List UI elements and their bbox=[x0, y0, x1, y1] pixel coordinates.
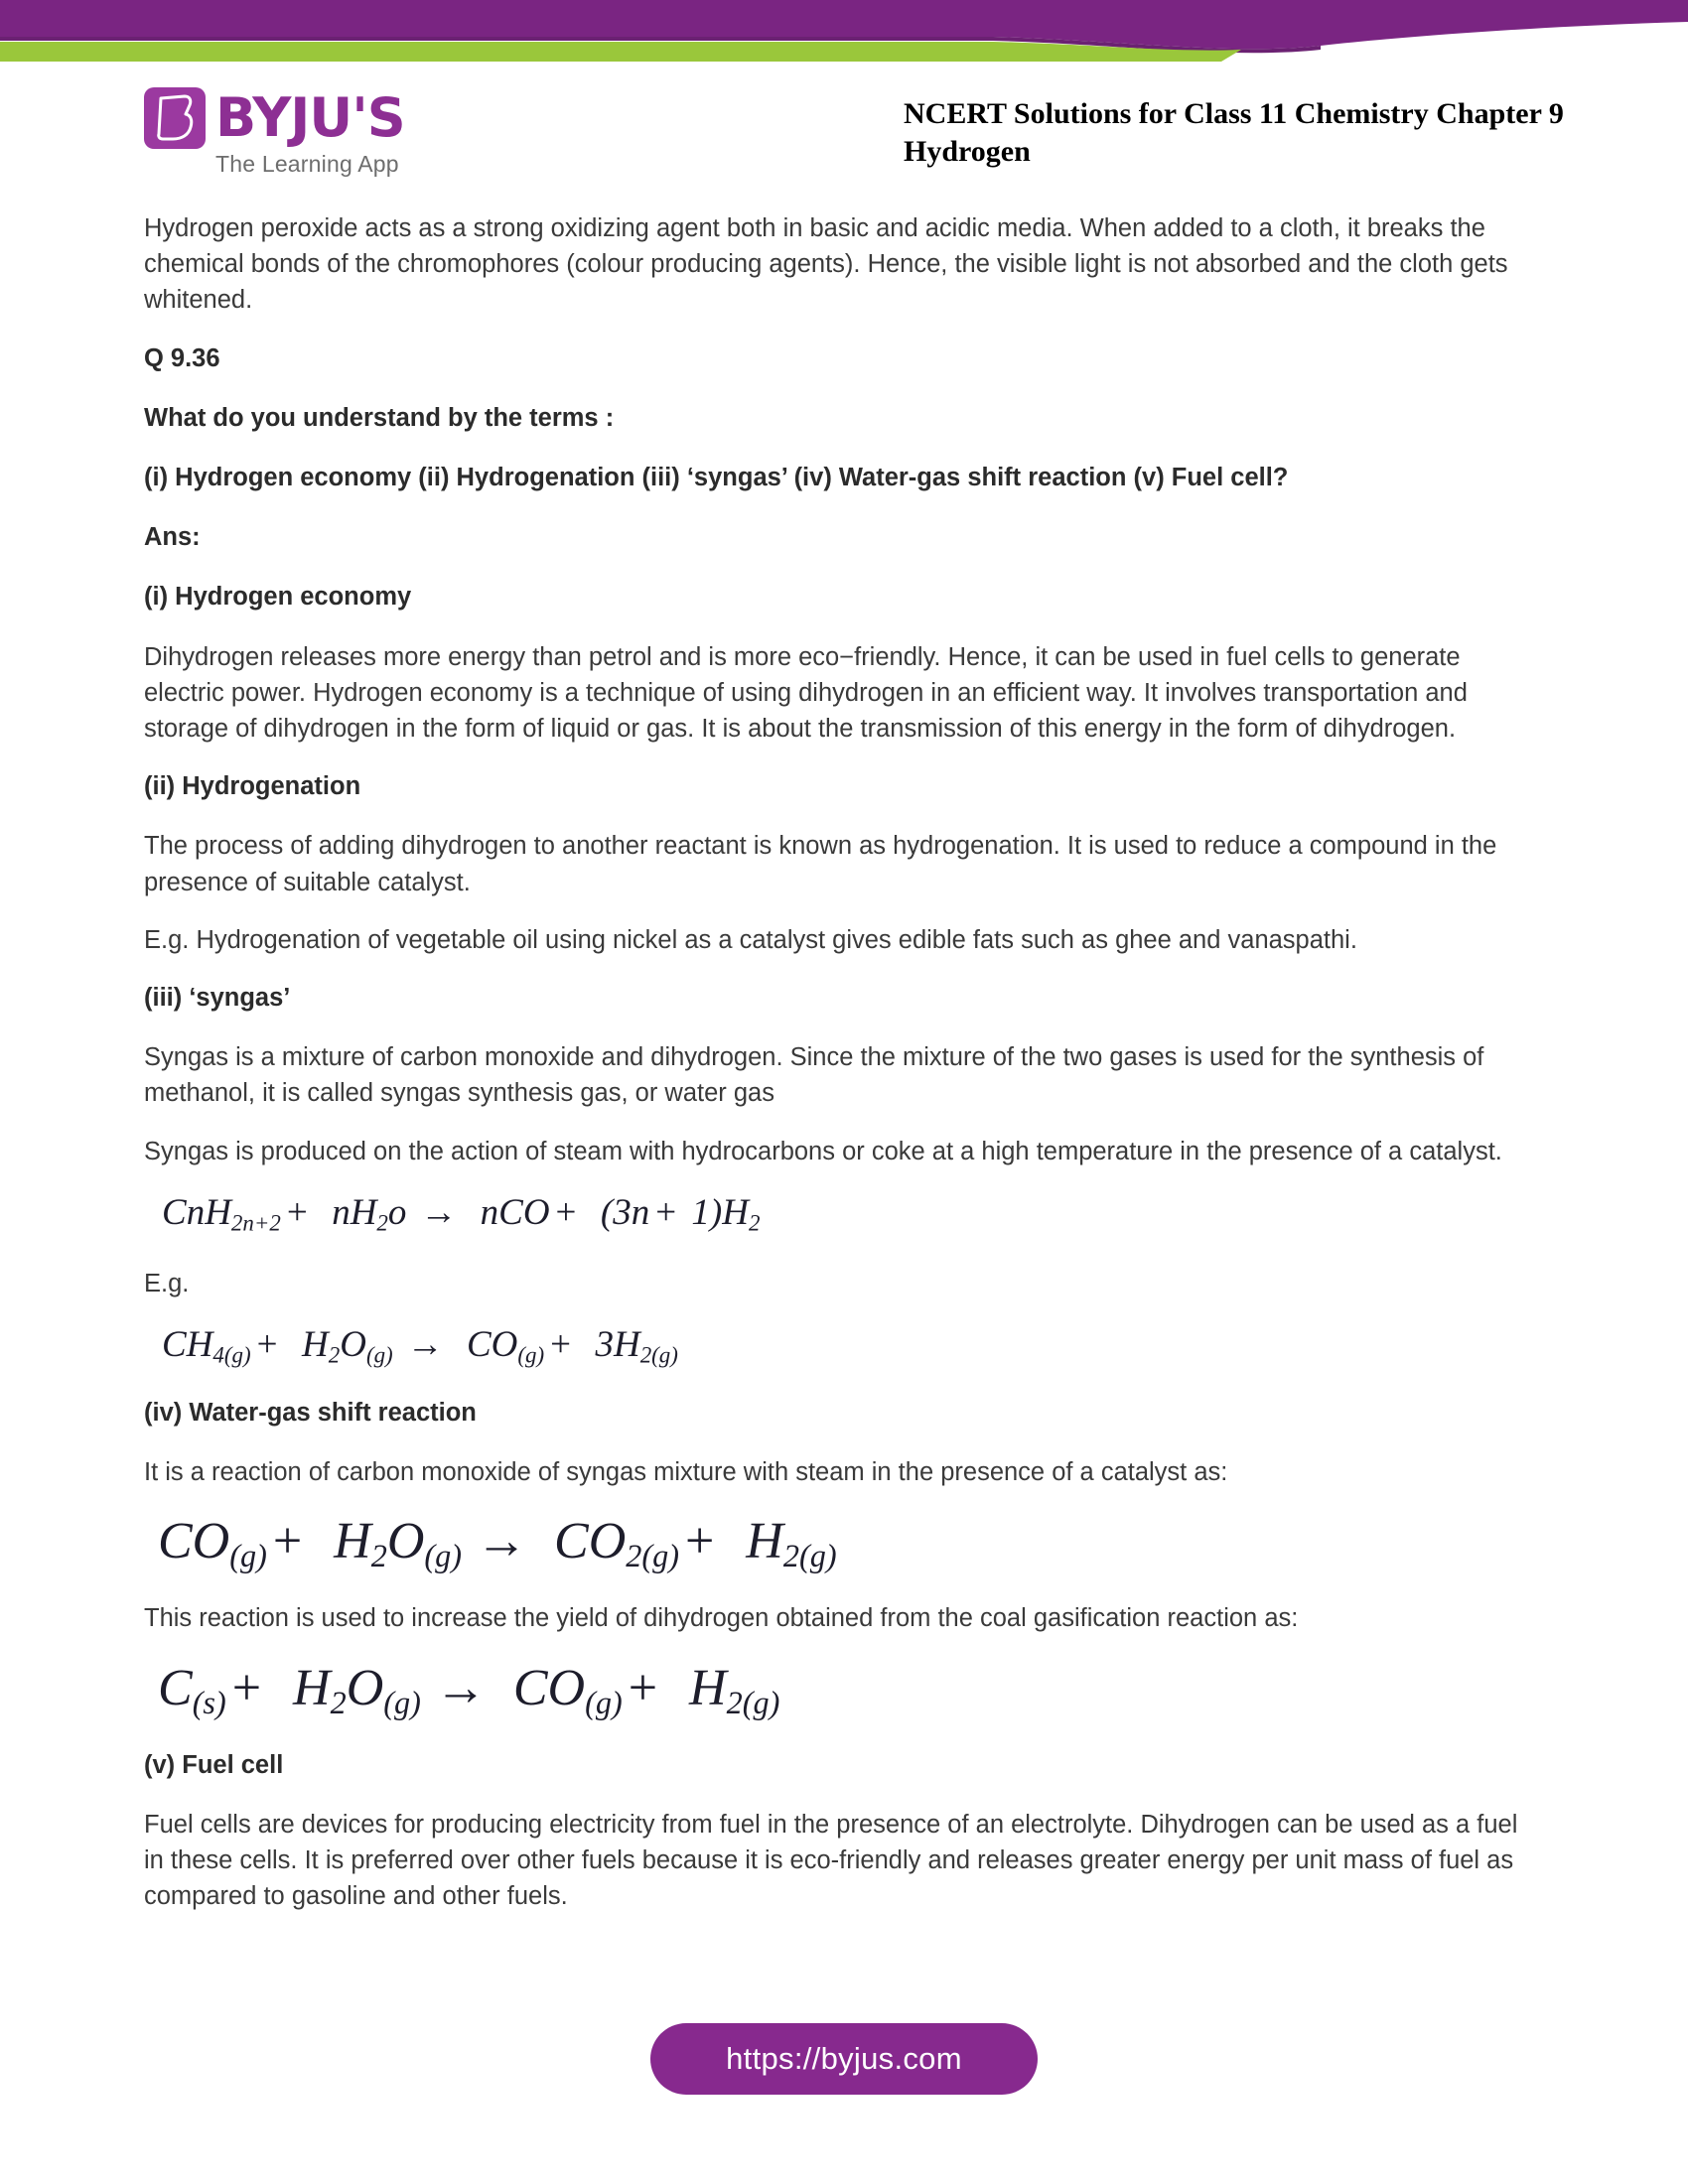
heading-hydrogen-economy: (i) Hydrogen economy bbox=[144, 583, 412, 612]
equation-coal-gasification: $C_{(s)} + H_2O_{(g)} \to CO_{(g)} + H_{2(g)}$ bbox=[158, 1659, 780, 1720]
example-label: E.g. bbox=[144, 1270, 190, 1298]
banner-purple-shape bbox=[0, 0, 1688, 49]
logo-row bbox=[144, 87, 405, 149]
b-glyph-icon bbox=[155, 94, 195, 142]
page-title-line2: Hydrogen bbox=[904, 135, 1031, 169]
equation-water-gas-shift: $CO_{(g)} + H_2O_{(g)} \to CO_{2(g)} + H_{2(g)}$ bbox=[158, 1513, 837, 1574]
logo-tagline: The Learning App bbox=[215, 151, 399, 177]
intro-paragraph: Hydrogen peroxide acts as a strong oxidizing agent both in basic and acidic media. When added to a cloth, it breaks the chemical bonds of the chromophores (colour producing agents). Hence, the visible light is not absorbed and the cloth gets whitened. bbox=[144, 214, 1508, 315]
banner-green-shape bbox=[0, 42, 1241, 62]
logo-wordmark: BYJU'S bbox=[215, 86, 405, 149]
paragraph-coal-gasification: This reaction is used to increase the yield of dihydrogen obtained from the coal gasification reaction as: bbox=[144, 1604, 1299, 1633]
byjus-url-button[interactable]: https://byjus.com bbox=[650, 2023, 1038, 2095]
paragraph-water-gas-shift: It is a reaction of carbon monoxide of syngas mixture with steam in the presence of a catalyst as: bbox=[144, 1458, 1228, 1487]
banner-shape bbox=[0, 0, 1688, 62]
page-title bbox=[904, 95, 1638, 172]
document-body bbox=[144, 210, 1544, 1936]
banner-purple-shadow bbox=[0, 37, 1321, 53]
answer-label: Ans: bbox=[144, 523, 201, 552]
paragraph-syngas-definition: Syngas is a mixture of carbon monoxide and dihydrogen. Since the mixture of the two gases is used for the synthesis of methanol, it is called syngas synthesis gas, or water gas bbox=[144, 1043, 1484, 1108]
paragraph-hydrogenation: The process of adding dihydrogen to another reactant is known as hydrogenation. It is used to reduce a compound in the presence of suitable catalyst. bbox=[144, 832, 1497, 896]
question-stem: What do you understand by the terms : bbox=[144, 403, 615, 432]
heading-syngas: (iii) ‘syngas’ bbox=[144, 984, 291, 1013]
byjus-b-logo-icon bbox=[144, 87, 206, 149]
page-title-line1: NCERT Solutions for Class 11 Chemistry Chapter 9 bbox=[904, 97, 1564, 130]
paragraph-hydrogen-economy: Dihydrogen releases more energy than petrol and is more eco−friendly. Hence, it can be used in fuel cells to generate electric power. Hydrogen economy is a technique of using dihydrogen in an efficient way. It involves transportation and storage of dihydrogen in the form of liquid or gas. It is about the transmission of this energy in the form of dihydrogen. bbox=[144, 642, 1468, 744]
question-terms: (i) Hydrogen economy (ii) Hydrogenation (iii) ‘syngas’ (iv) Water-gas shift reaction (v) Fuel cell? bbox=[144, 464, 1289, 492]
question-number: Q 9.36 bbox=[144, 343, 220, 372]
byjus-logo[interactable] bbox=[144, 87, 405, 178]
paragraph-syngas-production: Syngas is produced on the action of steam with hydrocarbons or coke at a high temperature in the presence of a catalyst. bbox=[144, 1137, 1502, 1165]
heading-fuel-cell: (v) Fuel cell bbox=[144, 1750, 284, 1779]
page-header bbox=[0, 87, 1688, 197]
paragraph-hydrogenation-example: E.g. Hydrogenation of vegetable oil using nickel as a catalyst gives edible fats such as ghee and vanaspathi. bbox=[144, 925, 1357, 954]
paragraph-fuel-cell: Fuel cells are devices for producing electricity from fuel in the presence of an electrolyte. Dihydrogen can be used as a fuel in these cells. It is preferred over other fuels because it is eco-friendly and releases greater energy per unit mass of fuel as compared to gasoline and other fuels. bbox=[144, 1810, 1518, 1911]
top-decorative-banner bbox=[0, 0, 1688, 62]
heading-water-gas-shift: (iv) Water-gas shift reaction bbox=[144, 1398, 477, 1427]
equation-syngas-general: $CnH_{2n+2} + nH_2o$ → nCO + $(3n + 1)H_2$ bbox=[162, 1191, 761, 1236]
heading-hydrogenation: (ii) Hydrogenation bbox=[144, 772, 361, 801]
page-footer bbox=[0, 2023, 1688, 2095]
equation-methane-steam: $CH_{4(g)} + H_2O_{(g)} \to CO_{(g)} + 3H_{2(g)}$ bbox=[162, 1324, 678, 1368]
